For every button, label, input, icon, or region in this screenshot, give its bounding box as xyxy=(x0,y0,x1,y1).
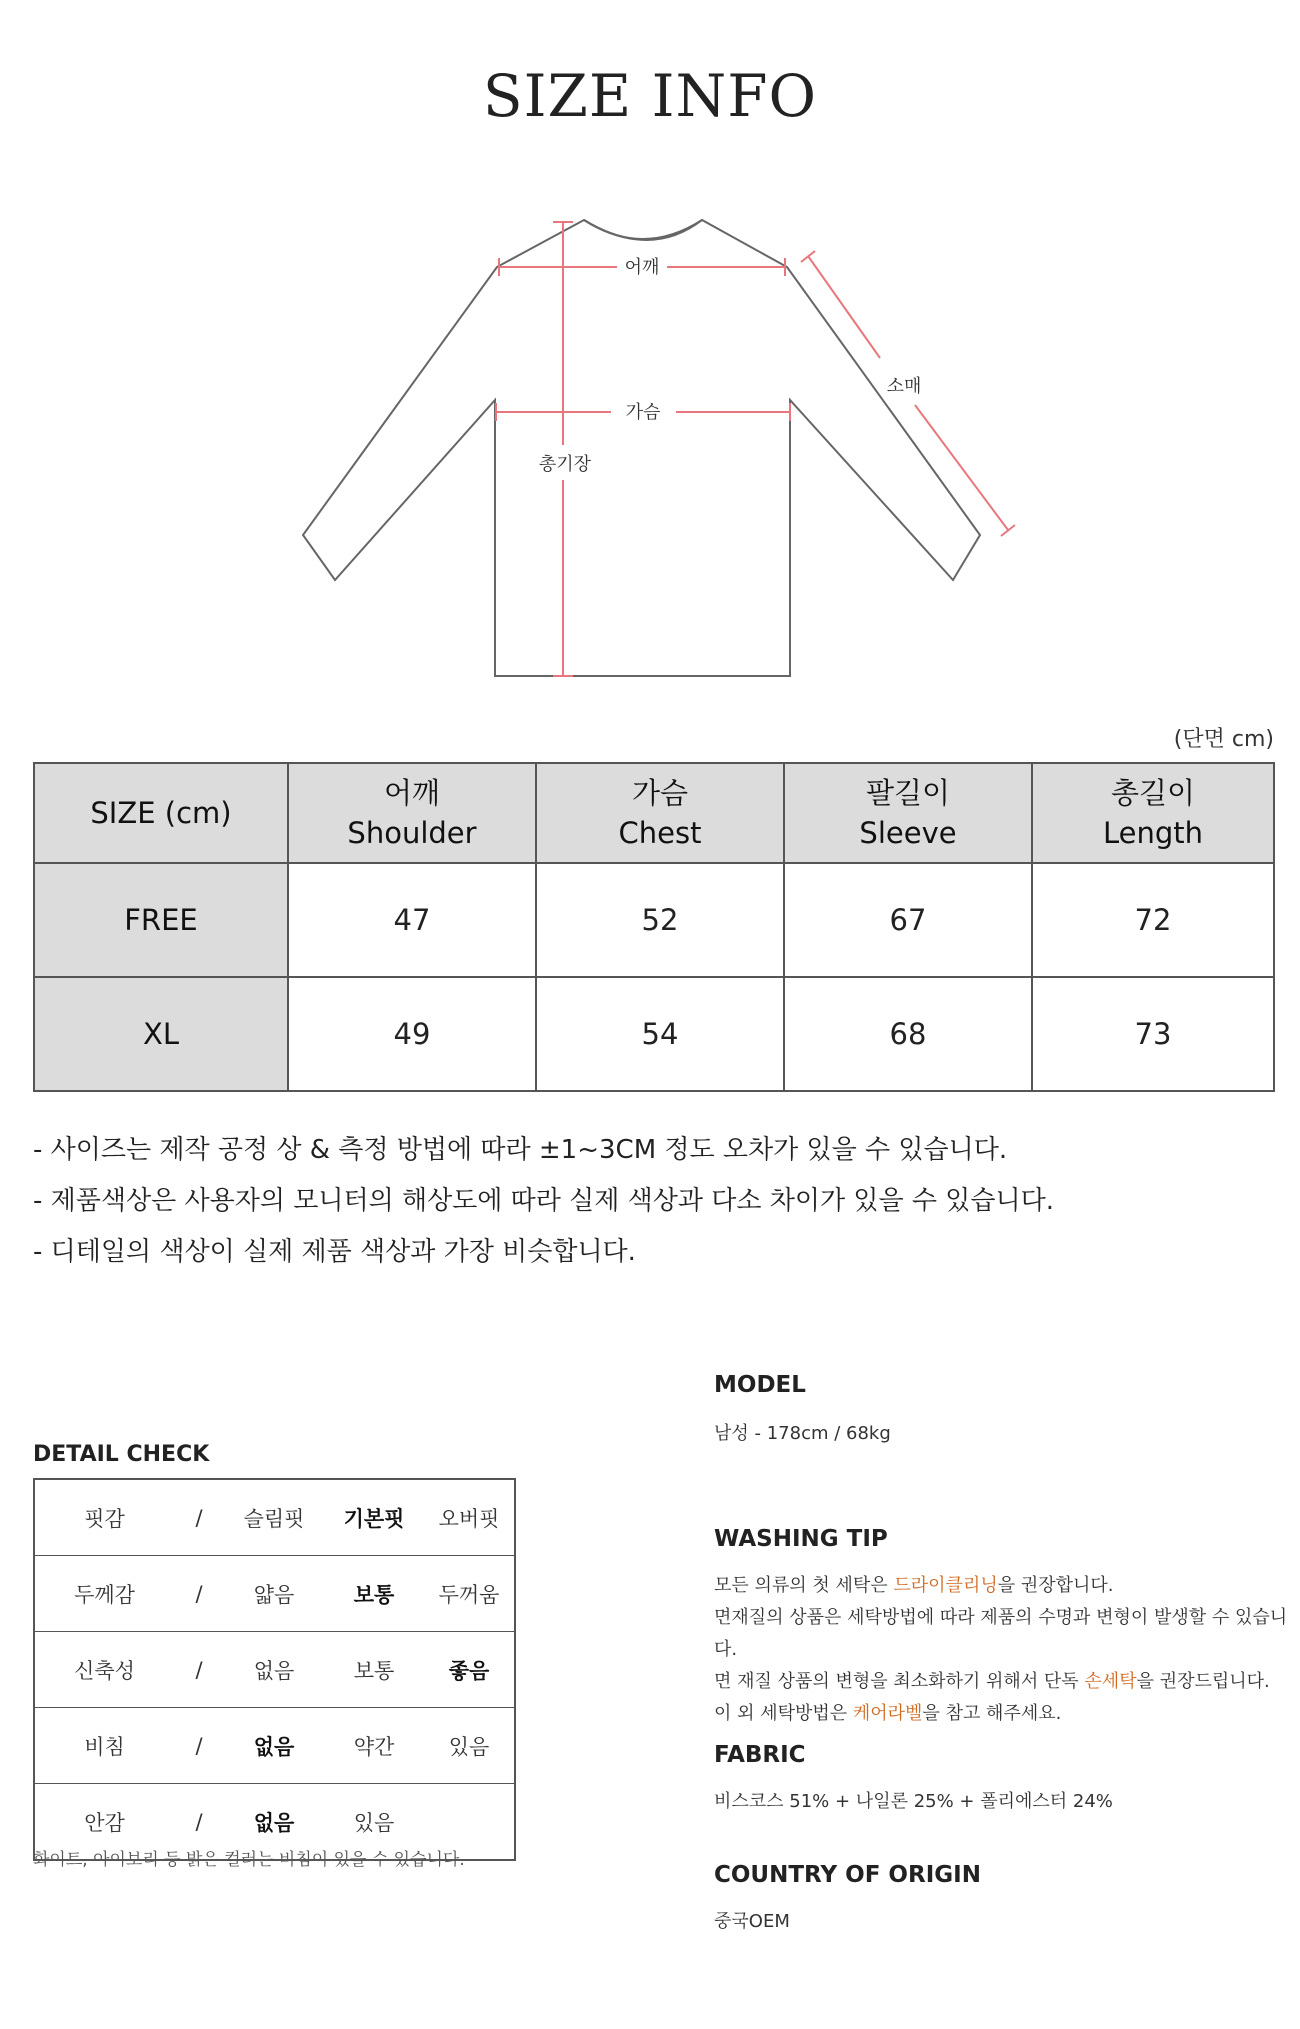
size-row-label: FREE xyxy=(34,863,288,977)
chest-header-cell: 가슴 Chest xyxy=(536,763,784,863)
washing-line: 면 재질 상품의 변형을 최소화하기 위해서 단독 손세탁을 권장드립니다. xyxy=(714,1671,1270,1692)
detail-option-selected: 기본핏 xyxy=(324,1479,424,1556)
size-header-cell: SIZE (cm) xyxy=(34,763,288,863)
note-line: - 사이즈는 제작 공정 상 & 측정 방법에 따라 ±1~3CM 정도 오차가 있을 수 있습니다. xyxy=(33,1135,1008,1165)
detail-check-table xyxy=(33,1478,516,1861)
washing-line: 모든 의류의 첫 세탁은 드라이클리닝을 권장합니다. xyxy=(714,1575,1114,1596)
detail-option: 오버핏 xyxy=(424,1479,515,1556)
detail-check-title: DETAIL CHECK xyxy=(33,1442,210,1467)
washing-line: 이 외 세탁방법은 케어라벨을 참고 해주세요. xyxy=(714,1703,1062,1724)
fabric-title: FABRIC xyxy=(714,1742,806,1768)
shoulder-header-cell: 어깨 Shoulder xyxy=(288,763,536,863)
model-text: 남성 - 178cm / 68kg xyxy=(714,1423,891,1444)
fabric-text: 비스코스 51% + 나일론 25% + 폴리에스터 24% xyxy=(714,1791,1113,1812)
washing-highlight: 손세탁 xyxy=(1084,1671,1137,1692)
detail-option: 보통 xyxy=(324,1632,424,1708)
table-row xyxy=(34,863,1274,977)
size-table-header-row xyxy=(34,763,1274,863)
page-title: SIZE INFO xyxy=(482,62,818,130)
detail-row xyxy=(34,1632,515,1708)
table-cell: 73 xyxy=(1032,977,1274,1091)
table-cell: 54 xyxy=(536,977,784,1091)
table-cell: 52 xyxy=(536,863,784,977)
detail-option: 얇음 xyxy=(224,1556,324,1632)
detail-option: 슬림핏 xyxy=(224,1479,324,1556)
origin-text: 중국OEM xyxy=(714,1911,790,1932)
table-cell: 67 xyxy=(784,863,1032,977)
table-cell: 72 xyxy=(1032,863,1274,977)
detail-option: 있음 xyxy=(324,1784,424,1861)
detail-option-selected: 없음 xyxy=(224,1708,324,1784)
note-line: - 제품색상은 사용자의 모니터의 해상도에 따라 실제 색상과 다소 차이가 있을 수 있습니다. xyxy=(33,1186,1054,1216)
washing-highlight: 드라이클리닝 xyxy=(893,1575,998,1596)
chest-label: 가슴 xyxy=(625,402,661,423)
detail-label: 두께감 xyxy=(34,1556,174,1632)
garment-outline xyxy=(303,220,980,676)
size-row-label: XL xyxy=(34,977,288,1091)
detail-label: 안감 xyxy=(34,1784,174,1861)
detail-label: 신축성 xyxy=(34,1632,174,1708)
detail-option: 약간 xyxy=(324,1708,424,1784)
table-cell: 47 xyxy=(288,863,536,977)
length-header-cell: 총길이 Length xyxy=(1032,763,1274,863)
note-line: - 디테일의 색상이 실제 제품 색상과 가장 비슷합니다. xyxy=(33,1237,636,1267)
unit-note: (단면 cm) xyxy=(1173,727,1274,752)
model-title: MODEL xyxy=(714,1372,806,1398)
shoulder-label: 어깨 xyxy=(624,257,660,278)
garment-diagram xyxy=(0,0,1300,700)
detail-option: 없음 xyxy=(224,1632,324,1708)
detail-row xyxy=(34,1708,515,1784)
detail-row xyxy=(34,1479,515,1556)
origin-title: COUNTRY OF ORIGIN xyxy=(714,1862,981,1888)
detail-label: 비침 xyxy=(34,1708,174,1784)
detail-option-selected: 없음 xyxy=(224,1784,324,1861)
washing-line: 면재질의 상품은 세탁방법에 따라 제품의 수명과 변형이 발생할 수 있습니다. xyxy=(714,1607,1288,1660)
washing-title: WASHING TIP xyxy=(714,1526,888,1552)
table-cell: 49 xyxy=(288,977,536,1091)
detail-separator: / xyxy=(174,1784,224,1861)
detail-option-selected: 보통 xyxy=(324,1556,424,1632)
size-notes xyxy=(33,1125,1054,1278)
detail-separator: / xyxy=(174,1479,224,1556)
length-label: 총기장 xyxy=(538,454,592,475)
detail-separator: / xyxy=(174,1556,224,1632)
detail-option-selected: 좋음 xyxy=(424,1632,515,1708)
garment-neckline xyxy=(584,220,702,239)
detail-option: 있음 xyxy=(424,1708,515,1784)
detail-row xyxy=(34,1556,515,1632)
sleeve-header-cell: 팔길이 Sleeve xyxy=(784,763,1032,863)
washing-text xyxy=(714,1570,1300,1730)
detail-separator: / xyxy=(174,1708,224,1784)
detail-option: 두꺼움 xyxy=(424,1556,515,1632)
washing-highlight: 케어라벨 xyxy=(852,1703,923,1724)
table-row xyxy=(34,977,1274,1091)
sleeve-label: 소매 xyxy=(886,376,922,397)
table-cell: 68 xyxy=(784,977,1032,1091)
size-table xyxy=(33,762,1275,1092)
detail-footnote: 화이트, 아이보리 등 밝은 컬러는 비침이 있을 수 있습니다. xyxy=(33,1850,465,1870)
detail-separator: / xyxy=(174,1632,224,1708)
sleeve-measure-line xyxy=(808,256,880,358)
detail-label: 핏감 xyxy=(34,1479,174,1556)
